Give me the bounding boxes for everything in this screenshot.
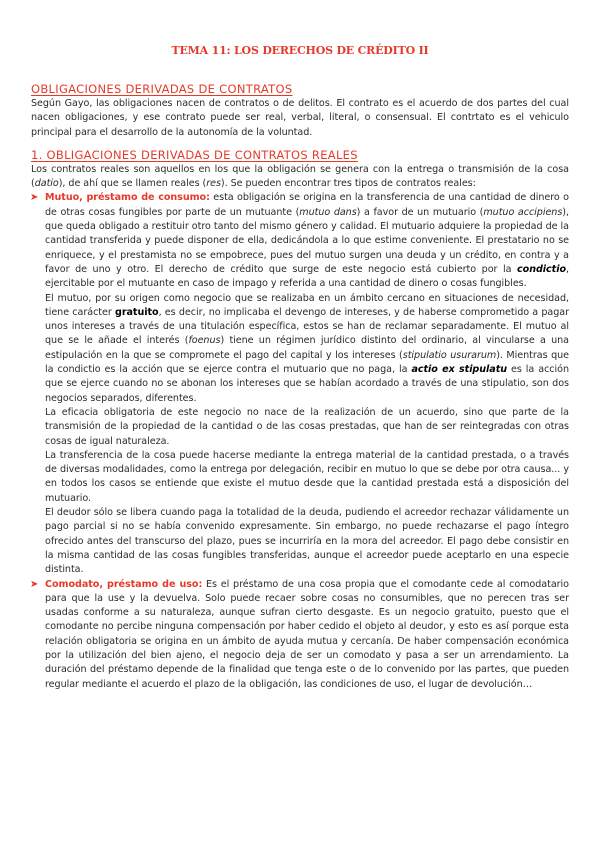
paragraph-contratos-reales: Los contratos reales son aquellos en los que la obligación se genera con la entrega o transmisión de la cosa (datio), de ahí que se llamen reales (res). Se pueden encontrar tres tipos de contratos reales:	[31, 163, 569, 190]
document-title: TEMA 11: LOS DERECHOS DE CRÉDITO II	[171, 44, 429, 57]
paragraph-intro: Según Gayo, las obligaciones nacen de contratos o de delitos. El contrato es el acuerdo de dos partes del cual nacen obligaciones, y ese contrato puede ser real, verbal, literal, o consensual. El contrtato es el vehiculo principal para el desarrollo de la autonomía de la voluntad.	[31, 98, 569, 138]
paragraph-mutuo-eficacia: La eficacia obligatoria de este negocio no nace de la realización de un acuerdo, sino que parte de la transmisión de la propiedad de la cantidad o de las cosas prestadas, que han de ser reintegradas con otras cosas de igual naturaleza.	[45, 406, 569, 447]
bullet-comodato: ➤ Comodato, préstamo de uso: Es el préstamo de una cosa propia que el comodante cede al comodatario para que la use y la devuelva. Solo puede recaer sobre cosas no consumibles, que no perecen tras ser usadas conforme a su naturaleza, aunque sufran cierto desgaste. Es un negocio gratuito, puesto que el comodante no percibe ninguna compensación por haber cedido el objeto al deudor, y esto es así porque esta relación obligatoria se origina en un ámbito de ayuda mutua y cercanía. De haber compensación económica por la utilización del bien ajeno, el negocio deja de ser un comodato y pasa a ser un arrendamiento. La duración del préstamo depende de la finalidad que tenga este o de lo convenido por las partes, que pueden regular mediante el acuerdo el plazo de la obligación, las condiciones de uso, el lugar de devolución…	[30, 578, 569, 690]
paragraph-mutuo-deudor: El deudor sólo se libera cuando paga la totalidad de la deuda, pudiendo el acreedor rechazar válidamente un pago parcial si no se había convenido expresamente. Sin embargo, no puede rechazarse el pago íntegro ofrecido antes del transcurso del plazo, pues se incurriría en la mora del acreedor. El pago debe consistir en la misma cantidad de las cosas fungibles transferidas, aunque el acreedor puede aceptarlo en una especie distinta.	[45, 507, 569, 576]
section-heading-obligaciones: OBLIGACIONES DERIVADAS DE CONTRATOS	[31, 82, 293, 96]
paragraph-mutuo-transferencia: La transferencia de la cosa puede hacerse mediante la entrega material de la cantidad prestada, o a través de diversas modalidades, como la entrega por delegación, recibir en mutuo lo que se debe por otra causa... y en todos los casos se entiende que existe el mutuo desde que la cantidad prestada está a disposición del mutuario.	[45, 449, 569, 504]
term-comodato: Comodato, préstamo de uso:	[45, 578, 203, 590]
arrow-bullet-icon: ➤	[30, 578, 39, 590]
arrow-bullet-icon: ➤	[30, 192, 39, 204]
bullet-mutuo: ➤ Mutuo, préstamo de consumo: esta obligación se origina en la transferencia de una cantidad de dinero o de otras cosas fungibles por parte de un mutuante (mutuo dans) a favor de un mutuario (mutuo accipiens), que queda obligado a restituir otro tanto del mismo género y calidad. El mutuario adquiere la propiedad de la cantidad transferida y puede disponer de ella, dedicándola a lo que estime conveniente. El prestatario no se enriquece, y el prestamista no se empobrece, pues del mutuo surgen una deuda y un crédito, en contra y a favor de uno y otro. El derecho de crédito que surge de este negocio está cubierto por la condictio, ejercitable por el mutuante en caso de impago y referida a una cantidad de dinero o cosas fungibles.	[30, 192, 569, 290]
section-heading-contratos-reales: 1. OBLIGACIONES DERIVADAS DE CONTRATOS REALES	[31, 147, 358, 162]
paragraph-mutuo-gratuito: El mutuo, por su origen como negocio que se realizaba en un ámbito cercano en situaciones de necesidad, tiene carácter gratuito, es decir, no implicaba el devengo de intereses, y de haberse comprometido a pagar unos intereses a través de una titulación específica, estos se han de reclamar separadamente. El mutuo al que se le añade el interés (foenus) tiene un régimen jurídico distinto del ordinario, al vincularse a una estipulación en la que se compromete el pago del capital y los intereses (stipulatio usurarum). Mientras que la condictio es la acción que se ejerce contra el mutuario que no paga, la actio ex stipulatu es la acción que se ejerce cuando no se abonan los intereses que se habían acordado a través de una stipulatio, son dos negocios separados, diferentes.	[45, 292, 570, 404]
term-mutuo: Mutuo, préstamo de consumo:	[45, 192, 210, 204]
